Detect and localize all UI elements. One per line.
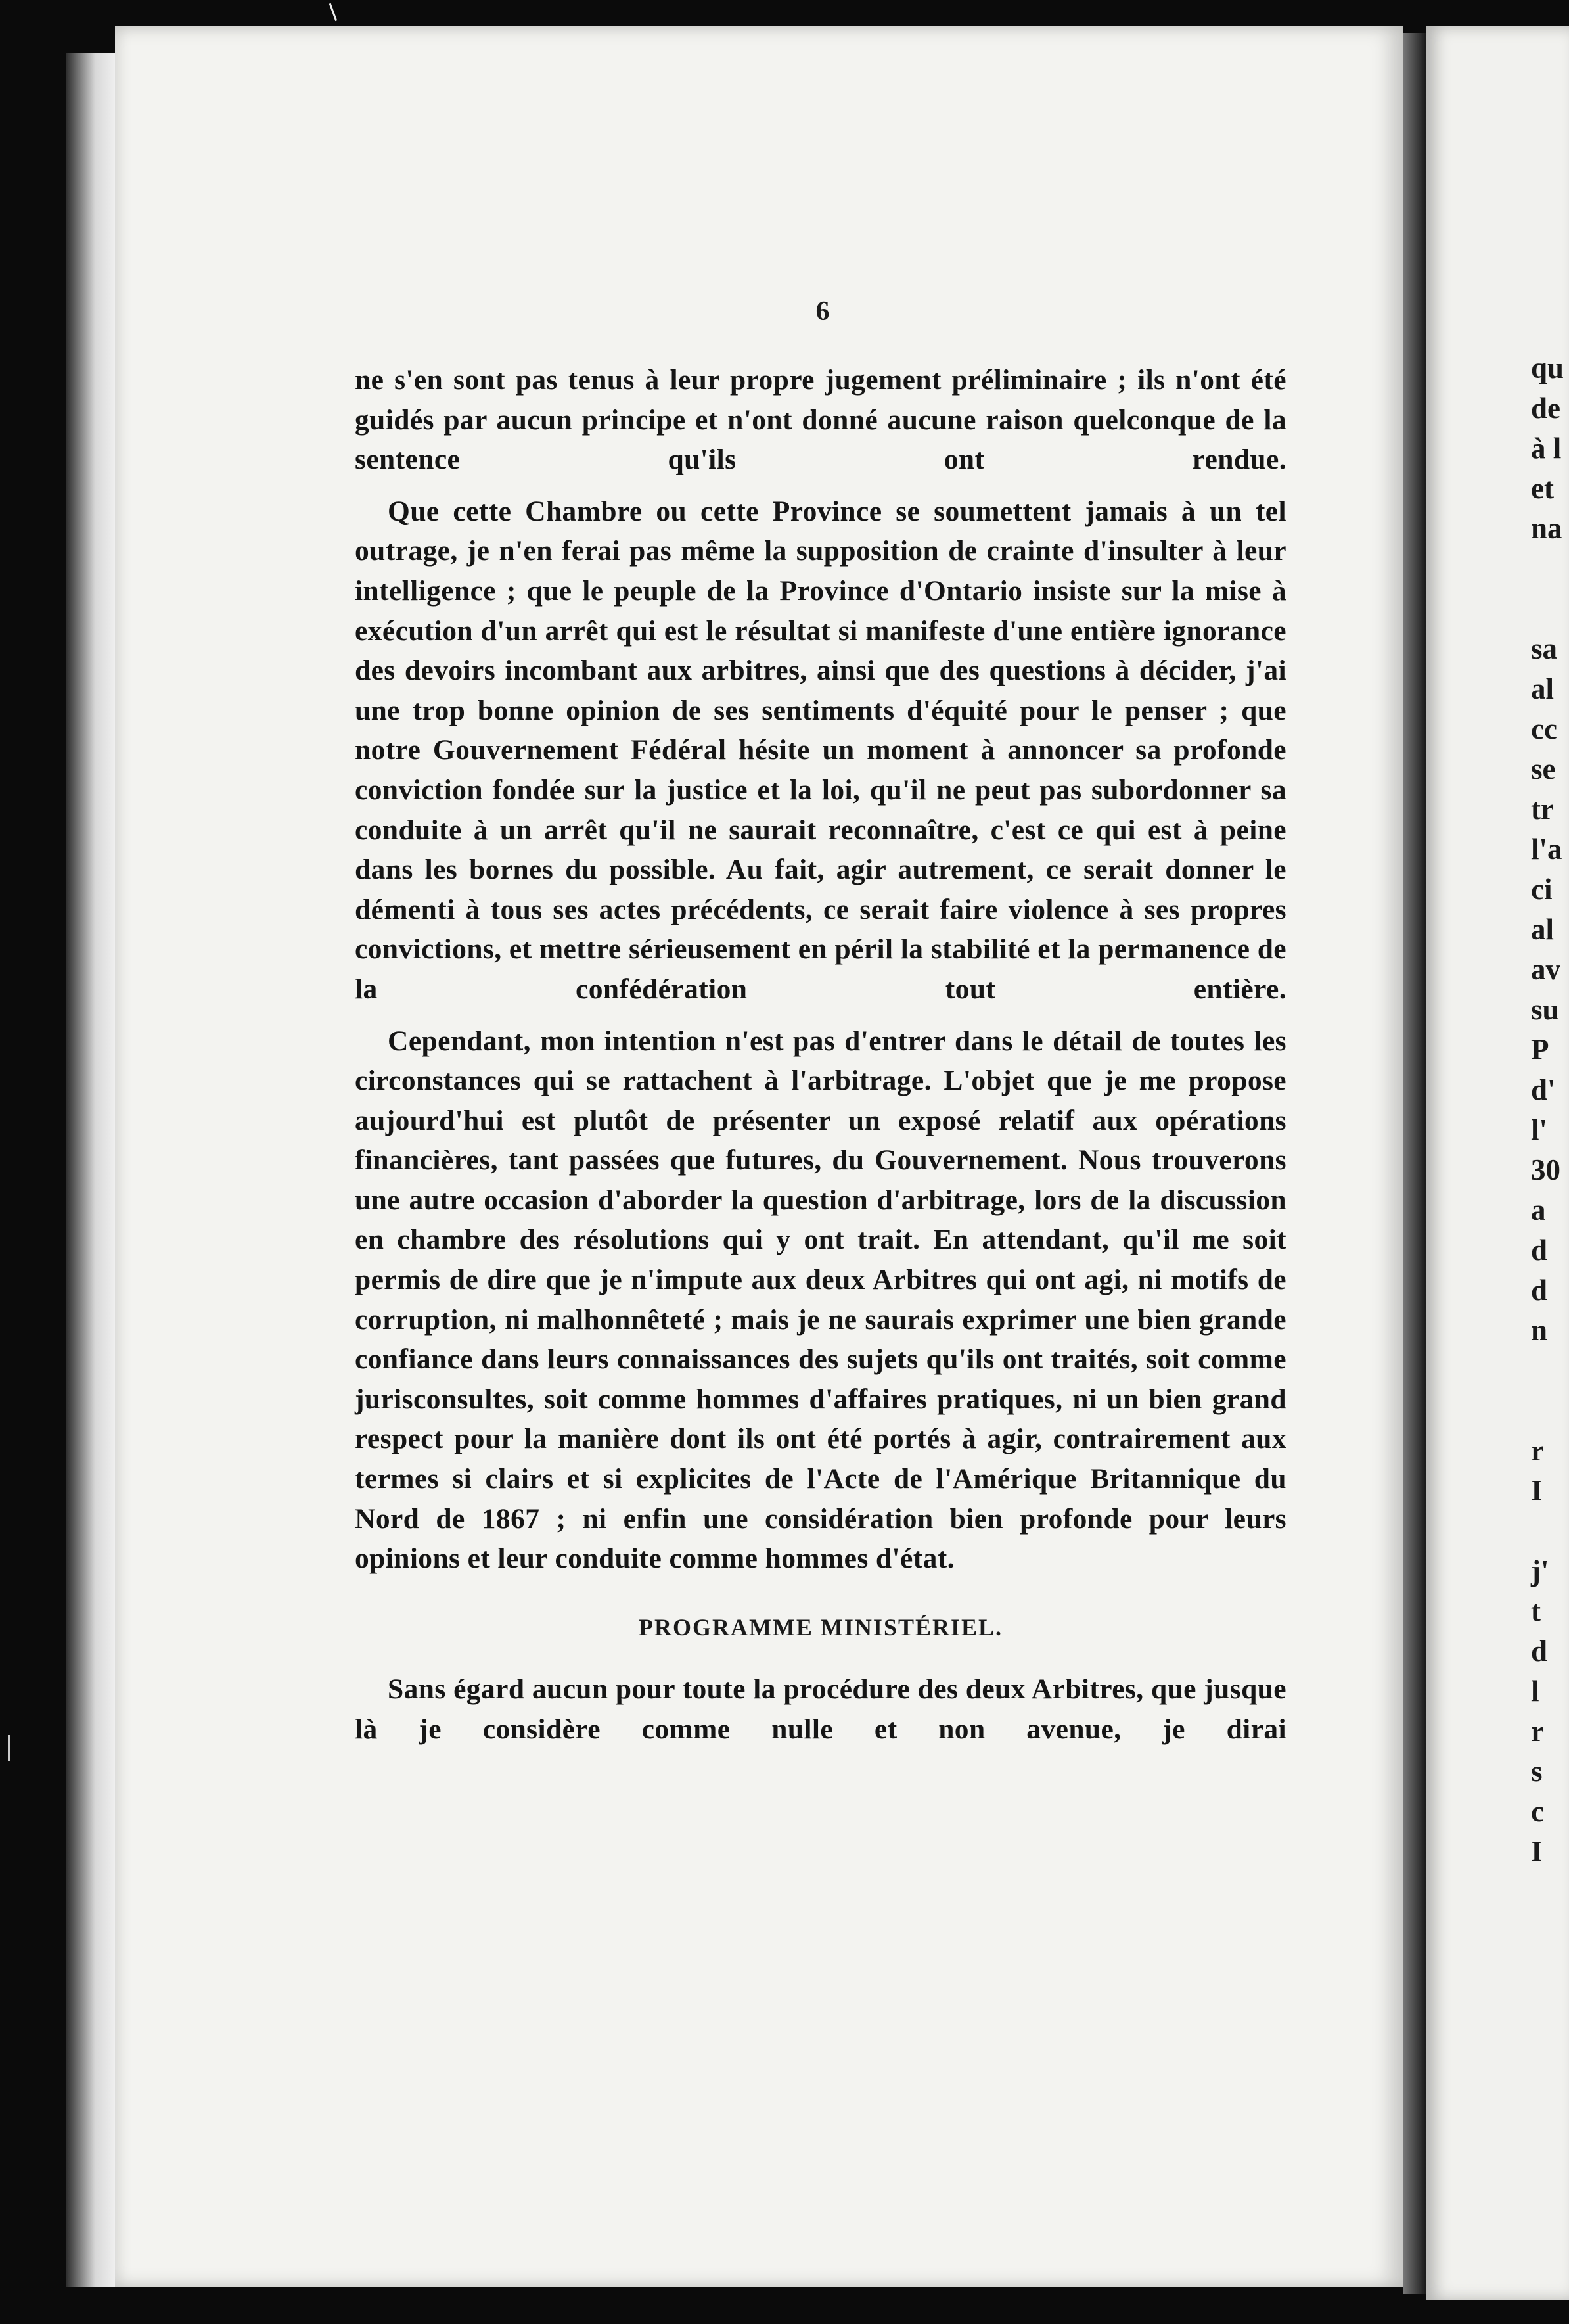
facing-line-fragment: r xyxy=(1531,1434,1544,1467)
facing-line-fragment xyxy=(1531,1391,1564,1431)
scan-artifact xyxy=(8,1735,16,1761)
facing-line-fragment: I xyxy=(1531,1835,1543,1868)
facing-line-fragment: qu xyxy=(1531,352,1564,384)
facing-line-fragment: ci xyxy=(1531,873,1553,906)
facing-line-fragment: 30 xyxy=(1531,1153,1560,1186)
page-body xyxy=(355,360,1286,1750)
facing-line-fragment: r xyxy=(1531,1715,1544,1748)
facing-line-fragment: cc xyxy=(1531,712,1557,745)
facing-line-fragment: na xyxy=(1531,512,1562,545)
facing-line-fragment: tr xyxy=(1531,793,1554,825)
facing-line-fragment: l'a xyxy=(1531,833,1562,866)
paragraph: Sans égard aucun pour toute la procédure des deux Arbitres, que jusque là je considère comme nulle et non avenue, je dirai xyxy=(355,1673,1286,1745)
facing-line-fragment: su xyxy=(1531,993,1559,1026)
facing-line-fragment: d xyxy=(1531,1234,1548,1267)
facing-line-fragment: l' xyxy=(1531,1113,1548,1146)
facing-line-fragment: al xyxy=(1531,672,1555,705)
page-number: 6 xyxy=(815,296,830,327)
scan-left-edge xyxy=(66,53,115,2287)
facing-line-fragment xyxy=(1531,1511,1564,1551)
facing-line-fragment: al xyxy=(1531,913,1555,946)
facing-line-fragment: l xyxy=(1531,1675,1539,1708)
scan-artifact xyxy=(329,0,346,21)
facing-line-fragment: sa xyxy=(1531,632,1558,665)
paragraph: Cependant, mon intention n'est pas d'entrer dans le détail de toutes les circonstances qui se rattachent à l'arbitrage. L'objet que je me propose aujourd'hui est plutôt de présenter un exposé relatif aux opérations financières, tant passées que futures, du Gouvernement. Nous trouverons une autre occasion d'aborder la question d'arbitrage, lors de la discussion en chambre des résolutions qui y ont trait. En attendant, qu'il me soit permis de dire que je n'impute aux deux Arbitres qui ont agi, ni motifs de corruption, ni malhonnêteté ; mais je ne saurais exprimer une bien grande confiance dans leurs connaissances des sujets qu'ils ont traités, soit comme jurisconsultes, soit comme hommes d'affaires pratiques, ni un bien grand respect pour la manière dont ils ont été portés à agir, contrairement aux termes si clairs et si explicites de l'Acte de l'Amérique Britannique du Nord de 1867 ; ni enfin une considération bien profonde pour leurs opinions et leur conduite comme hommes d'état. xyxy=(355,1025,1286,1575)
facing-line-fragment: t xyxy=(1531,1594,1541,1627)
facing-line-fragment: et xyxy=(1531,472,1554,505)
paragraph: ne s'en sont pas tenus à leur propre jugement préliminaire ; ils n'ont été guidés par aucun principe et n'ont donné aucune raison quelconque de la sentence qu'ils ont rendue. xyxy=(355,364,1286,476)
facing-line-fragment: de xyxy=(1531,392,1560,425)
facing-line-fragment xyxy=(1531,589,1564,629)
facing-line-fragment xyxy=(1531,549,1564,589)
facing-line-fragment: c xyxy=(1531,1795,1544,1828)
facing-line-fragment: d' xyxy=(1531,1073,1556,1106)
paragraph: Que cette Chambre ou cette Province se soumettent jamais à un tel outrage, je n'en ferai pas même la supposition de crainte d'insulter à leur intelligence ; que le peuple de la Province d'Ontario insiste sur la mise à exécution d'un arrêt qui est le résultat si manifeste d'une entière ignorance des devoirs incombant aux arbitres, ainsi que des questions à décider, j'ai une trop bonne opinion de ses sentiments d'équité pour le penser ; que notre Gouvernement Fédéral hésite un moment à annoncer sa profonde conviction fondée sur la justice et la loi, qu'il ne peut pas subordonner sa conduite à un arrêt qu'il ne saurait reconnaître, c'est ce qui est à peine dans les bornes du possible. Au fait, agir autrement, ce serait donner le démenti à tous ses actes précédents, ce serait faire violence à ses propres convictions, et mettre sérieusement en péril la stabilité et la permanence de la confédération tout entière. xyxy=(355,495,1286,1005)
facing-line-fragment: s xyxy=(1531,1755,1543,1788)
facing-line-fragment: d xyxy=(1531,1635,1548,1667)
facing-line-fragment: a xyxy=(1531,1194,1546,1226)
facing-line-fragment: I xyxy=(1531,1474,1543,1507)
section-heading: PROGRAMME MINISTÉRIEL. xyxy=(638,1614,1003,1640)
facing-line-fragment xyxy=(1531,1351,1564,1391)
facing-line-fragment: P xyxy=(1531,1033,1549,1066)
facing-line-fragment: n xyxy=(1531,1314,1548,1347)
facing-line-fragment: à l xyxy=(1531,432,1562,465)
facing-line-fragment: d xyxy=(1531,1274,1548,1307)
facing-page-text xyxy=(1531,348,1564,1872)
facing-line-fragment: se xyxy=(1531,753,1556,785)
facing-line-fragment: av xyxy=(1531,953,1560,986)
facing-line-fragment: j' xyxy=(1531,1554,1549,1587)
book-gutter xyxy=(1403,33,1426,2294)
